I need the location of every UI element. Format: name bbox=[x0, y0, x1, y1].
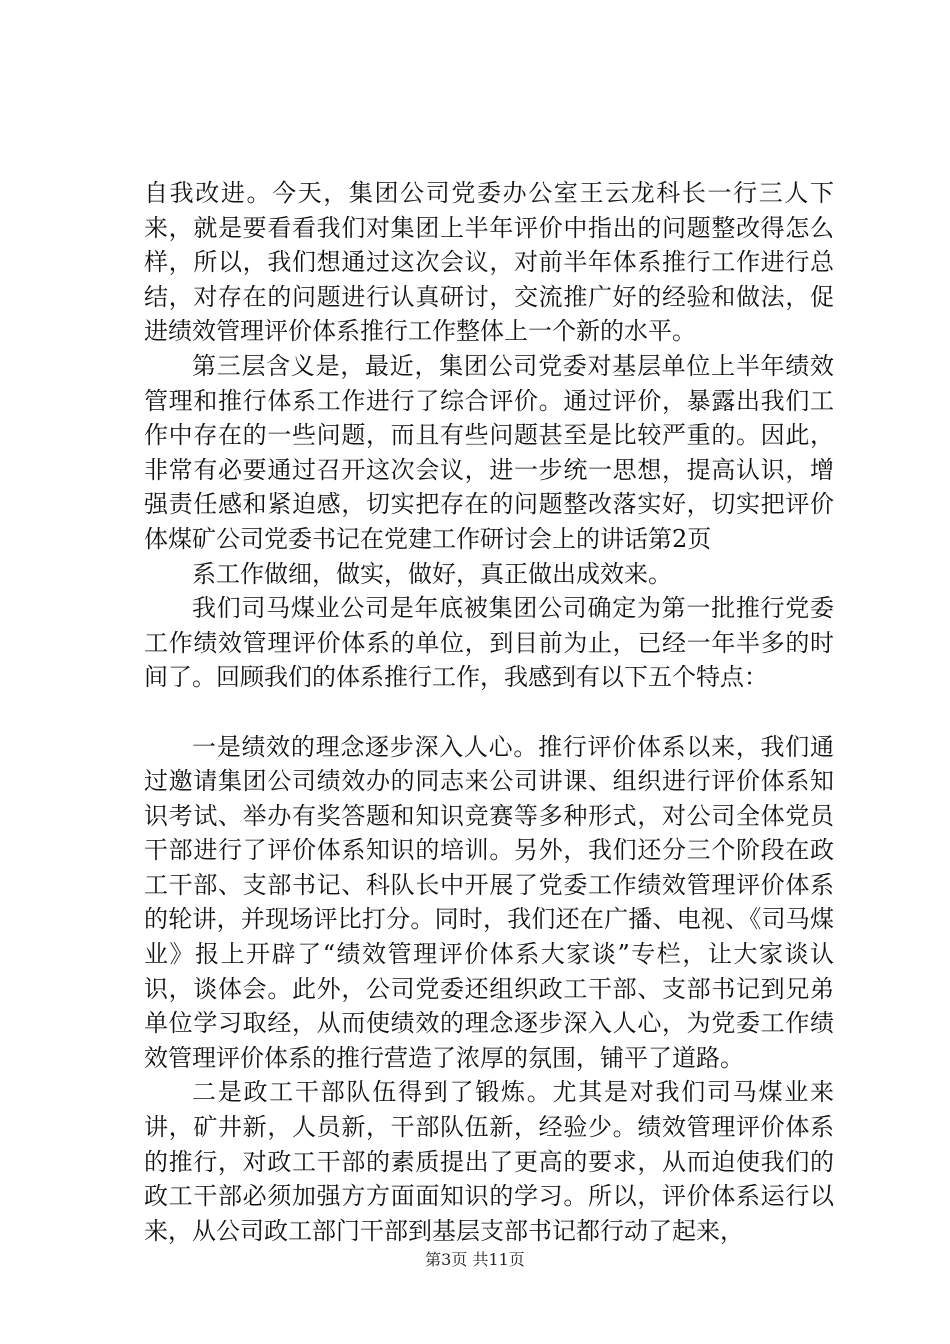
paragraph-6: 二是政工干部队伍得到了锻炼。尤其是对我们司马煤业来讲，矿井新，人员新，干部队伍新，经验少。绩效管理评价体系的推行，对政工干部的素质提出了更高的要求，从而迫使我们的政工干部必须加强方方面面知识的学习。所以，评价体系运行以来，从公司政工部门干部到基层支部书记都行动了起来， bbox=[144, 1078, 834, 1245]
paragraph-2: 第三层含义是，最近，集团公司党委对基层单位上半年绩效管理和推行体系工作进行了综合评价。通过评价，暴露出我们工作中存在的一些问题，而且有些问题甚至是比较严重的。因此，非常有必要通过召开这次会议，进一步统一思想，提高认识，增强责任感和紧迫感，切实把存在的问题整改落实好，切实把评价体煤矿公司党委书记在党建工作研讨会上的讲话第2页 bbox=[144, 351, 834, 553]
paragraph-3: 系工作做细，做实，做好，真正做出成效来。 bbox=[192, 559, 672, 588]
paragraph-5: 一是绩效的理念逐步深入人心。推行评价体系以来，我们通过邀请集团公司绩效办的同志来公司讲课、组织进行评价体系知识考试、举办有奖答题和知识竞赛等多种形式，对公司全体党员干部进行了评价体系知识的培训。另外，我们还分三个阶段在政工干部、支部书记、科队长中开展了党委工作绩效管理评价体系的轮讲，并现场评比打分。同时，我们还在广播、电视、《司马煤业》报上开辟了“绩效管理评价体系大家谈”专栏，让大家谈认识，谈体会。此外，公司党委还组织政工干部、支部书记到兄弟单位学习取经，从而使绩效的理念逐步深入人心，为党委工作绩效管理评价体系的推行营造了浓厚的氛围，铺平了道路。 bbox=[144, 732, 834, 1072]
document-body bbox=[144, 176, 834, 1248]
paragraph-4: 我们司马煤业公司是年底被集团公司确定为第一批推行党委工作绩效管理评价体系的单位，到目前为止，已经一年半多的时间了。回顾我们的体系推行工作，我感到有以下五个特点： bbox=[144, 594, 834, 692]
page-footer: 第3页 共11页 bbox=[425, 1250, 525, 1269]
paragraph-1: 自我改进。今天，集团公司党委办公室王云龙科长一行三人下来，就是要看看我们对集团上半年评价中指出的问题整改得怎么样，所以，我们想通过这次会议，对前半年体系推行工作进行总结，对存在的问题进行认真研讨，交流推广好的经验和做法，促进绩效管理评价体系推行工作整体上一个新的水平。 bbox=[144, 179, 834, 346]
